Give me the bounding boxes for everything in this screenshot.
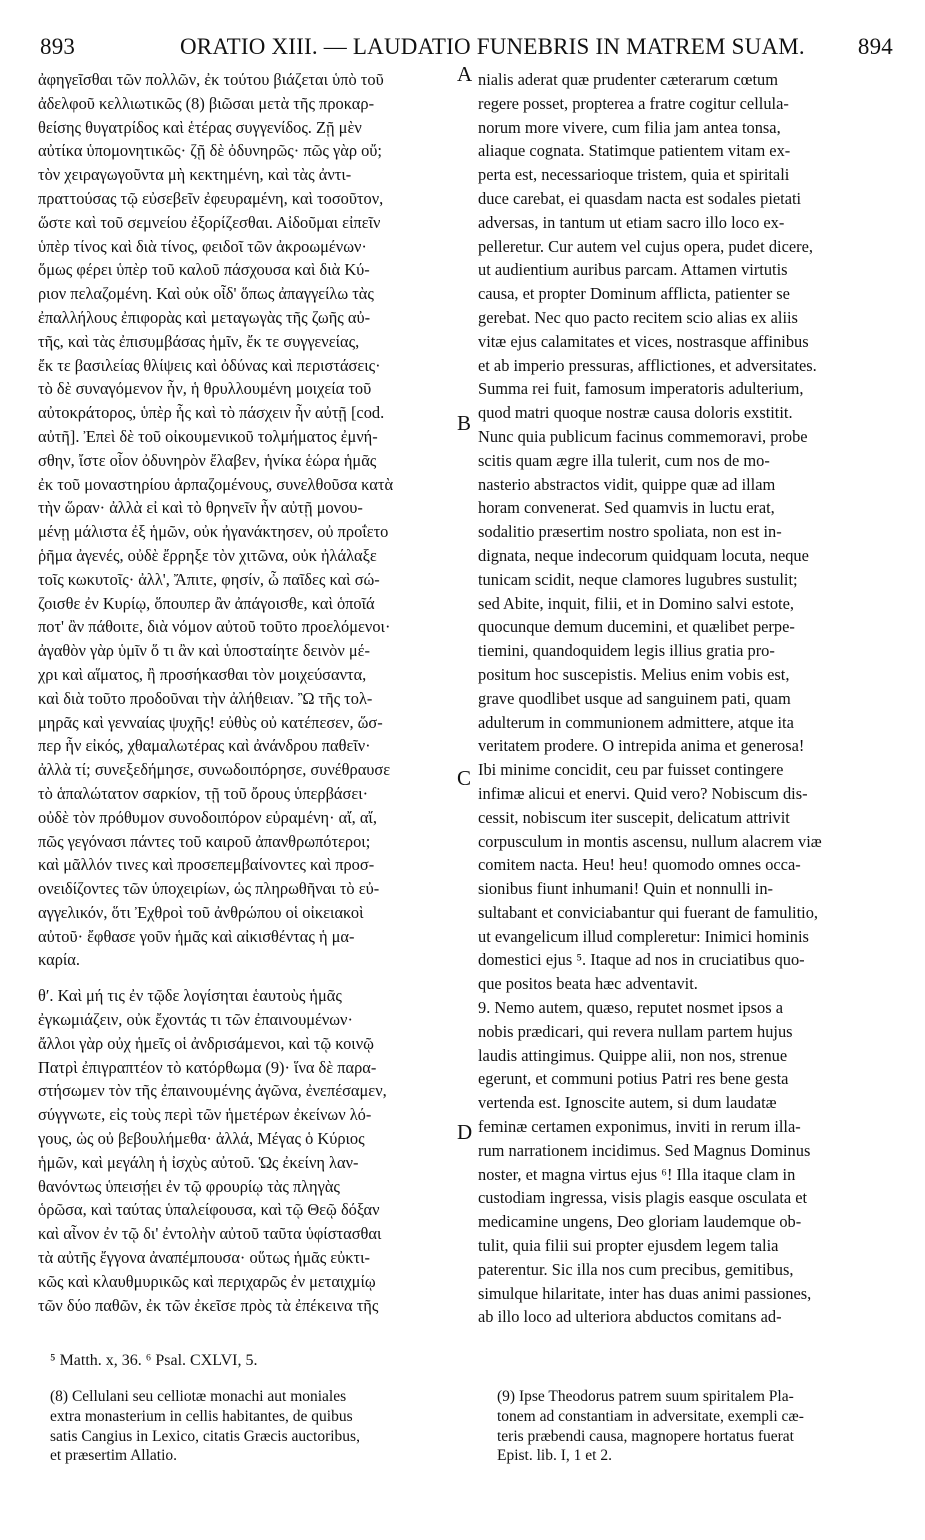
greek-text-line: ὅμως φέρει ὑπὲρ τοῦ καλοῦ πάσχουσα καὶ διὰ Κύ- — [38, 260, 370, 280]
greek-text-line: ὁρῶσα, καὶ ταύτας ὑπαλείφουσα, καὶ τῷ Θεῷ δόξαν — [38, 1200, 380, 1220]
latin-text-line: quod matri quoque nostræ causa doloris exstitit. — [478, 403, 793, 423]
footnote-line: extra monasterium in cellis habitantes, de quibus — [50, 1407, 353, 1425]
footnote-line: et præsertim Allatio. — [50, 1447, 177, 1465]
latin-text-line: paterentur. Sic illa nos cum precibus, gemitibus, — [478, 1259, 794, 1279]
latin-text-line: Summa rei fuit, famosum imperatoris adulterium, — [478, 379, 804, 399]
greek-text-line: πραττούσας τῷ εὐσεβεῖν ἐφευραμένη, καὶ τοσοῦτον, — [38, 188, 384, 208]
greek-text-line: σθην, ἴστε οἷον ὀδυνηρὸν ἔλαβεν, ἡνίκα ἑώρα ἡμᾶς — [38, 450, 377, 470]
greek-text-line: αὐτοκράτορος, ὑπὲρ ἧς καὶ τὸ πάσχειν ἦν αὐτῇ [cod. — [38, 403, 385, 423]
latin-text-line: regere posset, propterea a fratre cogitur cellula- — [478, 93, 789, 113]
biblical-footnotes: ⁵ Matth. x, 36. ⁶ Psal. CXLVI, 5. — [50, 1352, 258, 1369]
greek-text-line: ἀλλὰ τί; συνεξεδήμησε, συνωδοιπόρησε, συνέθραυσε — [38, 760, 391, 780]
latin-text-line: medicamine ungens, Deo gloriam laudemque ob- — [478, 1212, 802, 1232]
footnote-8 — [50, 1387, 460, 1466]
greek-text-line: ζοισθε ἐν Κυρίῳ, ὅπουπερ ἂν ἀπάγοισθε, καὶ ὁποῖά — [38, 593, 375, 613]
latin-column — [478, 68, 890, 1329]
greek-text-line: ριον πελαζομένη. Καὶ οὐκ οἶδ' ὅπως ἀπαγγείλω τὰς — [38, 284, 374, 304]
greek-text-line: θʹ. Καὶ μή τις ἐν τῷδε λογίσηται ἑαυτοὺς ἡμᾶς — [38, 986, 342, 1006]
latin-text-line: grave quodlibet usque ad sanguinem pati, quam — [478, 688, 791, 708]
latin-text-line: pelleretur. Cur autem vel cujus opera, pudet dicere, — [478, 236, 813, 256]
greek-text-line: ἀγαθὸν γὰρ ὑμῖν ὅ τι ἂν καὶ ὑποσταίητε δεινὸν μέ- — [38, 641, 370, 661]
greek-text-line: τὰ αὐτῆς ἔγγονα ἀναπέμπουσα· οὕτως ἡμᾶς εὐκτι- — [38, 1248, 370, 1268]
greek-text-line: τὸν χειραγωγοῦντα μὴ κεκτημένη, καὶ τὰς ἀντι- — [38, 165, 352, 185]
latin-text-line: nasterio abstractos vidit, quippe quæ ad illam — [478, 474, 776, 494]
latin-text-line: tunicam scidit, neque clamores lugubres sustulit; — [478, 569, 798, 589]
greek-text-line: ἀφηγεῖσθαι τῶν πολλῶν, ἐκ τούτου βιάζεται ὑπὸ τοῦ — [38, 70, 384, 89]
latin-text-line: ut evangelicum illud compleretur: Inimici hominis — [478, 926, 809, 946]
greek-text-line: αὐτίκα ὑπομονητικῶς· ζῇ δὲ ὀδυνηρῶς· πῶς γὰρ οὔ; — [38, 141, 382, 161]
latin-text-line: veritatem prodere. O intrepida anima et generosa! — [478, 736, 805, 756]
latin-text-line: aliaque cognata. Statimque patientem vitam ex- — [478, 141, 791, 161]
greek-text-line: ονειδίζοντες τῶν ὑποχειρίων, ὡς πληρωθῆναι τὸ εὐ- — [38, 879, 380, 899]
greek-text-line: χρι καὶ αἵματος, ἢ προσήκασθαι τὸν μοιχεύσαντα, — [38, 664, 367, 684]
greek-text-line: τῶν δύο παθῶν, ἐκ τῶν ἐκεῖσε πρὸς τὰ ἐπέκεινα τῆς — [38, 1295, 379, 1315]
greek-text-line: τῆς, καὶ τὰς ἐπισυμβάσας ἡμῖν, ἔκ τε συγγενείας, — [38, 331, 360, 351]
margin-letter-d: D — [457, 1120, 473, 1144]
greek-text-line: θείσης θυγατρίδος καὶ ἑτέρας συγγενίδος. Ζῇ μὲν — [38, 117, 362, 137]
latin-text-line: comitem nacta. Heu! heu! quomodo omnes occa- — [478, 855, 801, 875]
margin-letter-a: A — [457, 62, 473, 86]
latin-text-line: sed Abite, inquit, filii, et in Domino salvi estote, — [478, 593, 794, 613]
latin-text-line: sultabant et conviciabantur qui fuerant de famulitio, — [478, 902, 818, 922]
margin-letter-c: C — [457, 766, 472, 790]
latin-text-line: simulque hilaritate, inter has duas animi passiones, — [478, 1283, 812, 1303]
latin-text-line: positum hoc suscepistis. Melius enim vobis est, — [478, 664, 790, 684]
greek-text-line: γους, ὡς οὐ βεβουλήμεθα· ἀλλά, Μέγας ὁ Κύριος — [38, 1129, 365, 1149]
footnote-line: (8) Cellulani seu celliotæ monachi aut moniales — [50, 1388, 347, 1405]
latin-text-line: causa, et propter Dominum afflicta, patienter se — [478, 284, 790, 304]
latin-text-line: nobis prædicari, qui revera nullam partem hujus — [478, 1021, 793, 1041]
latin-text-line: tulit, quia filii sui propter ejusdem legem talia — [478, 1236, 779, 1256]
latin-text-line: scitis quam ægre illa tulerit, cum nos de mo- — [478, 450, 770, 470]
latin-text-line: custodiam ingressa, visis plagis easque osculata et — [478, 1188, 808, 1208]
latin-text-line: laudis attingimus. Quippe alii, non nos, strenue — [478, 1045, 788, 1065]
greek-text-line: ὥστε καὶ τοῦ σεμνείου ἐξορίζεσθαι. Αἰδοῦμαι εἰπεῖν — [38, 212, 381, 232]
greek-text-line — [38, 972, 453, 984]
latin-text-line: adulterum in communionem admittere, atque ita — [478, 712, 794, 732]
latin-text-line: feminæ certamen exponimus, inviti in rerum illa- — [478, 1117, 801, 1137]
footnote-line: Epist. lib. I, 1 et 2. — [497, 1447, 612, 1465]
latin-text-line: et ab imperio pressuras, afflictiones, et adversitates. — [478, 355, 817, 375]
greek-text-line: καὶ διὰ τοῦτο προδοῦναι τὴν ἀλήθειαν. Ὢ τῆς τολ- — [38, 688, 373, 708]
latin-text-line: dignata, neque indecorum quidquam locuta, neque — [478, 545, 809, 565]
latin-text-line: Nunc quia publicum facinus commemoravi, probe — [478, 426, 808, 446]
greek-text-line: τὸ δὲ συναγόμενον ἦν, ἡ θρυλλουμένη μοιχεία τοῦ — [38, 379, 372, 399]
margin-letter-b: B — [457, 411, 472, 435]
greek-text-line: ἡμῶν, καὶ μεγάλη ἡ ἰσχὺς αὐτοῦ. Ὡς ἐκείνη λαν- — [38, 1152, 359, 1172]
page-number-right: 894 — [857, 34, 893, 59]
latin-text-line: domestici ejus ⁵. Itaque ad nos in cruciatibus quo- — [478, 950, 805, 970]
latin-text-line: Ibi minime concidit, ceu par fuisset contingere — [478, 760, 784, 780]
greek-text-line: σύγγνωτε, εἰς τοὺς περὶ τῶν ἡμετέρων ἐκείνων λό- — [38, 1105, 372, 1125]
latin-text-line: sodalitio præsertim nostro spoliata, non est in- — [478, 522, 782, 542]
greek-text-line: αὐτοῦ· ἔφθασε γοῦν ἡμᾶς καὶ αἰκισθέντας ἡ μα- — [38, 926, 355, 946]
greek-text-line: μηρᾶς καὶ γενναίας ψυχῆς! εὐθὺς οὐ κατέπεσεν, ὥσ- — [38, 712, 383, 732]
greek-text-line: Πατρὶ ἐπιγραπτέον τὸ κατόρθωμα (9)· ἵνα δὲ παρα- — [38, 1057, 377, 1077]
greek-text-line: στήσωμεν τὸν τῆς ἐπαινουμένης ἀγῶνα, ἐνεπέσαμεν, — [38, 1081, 387, 1101]
latin-text-line: egerunt, et communi potius Patri res bene gesta — [478, 1069, 789, 1089]
greek-text-line: θανόντως ὑπεισῄει ἐν τῷ φρουρίῳ τὰς πληγὰς — [38, 1176, 340, 1196]
greek-text-line: αὐτῆ]. Ἐπεὶ δὲ τοῦ οἰκουμενικοῦ τολμήματος ἐμνή- — [38, 426, 378, 446]
latin-text-line: ab illo loco ad ulteriora abductos comitans ad- — [478, 1307, 782, 1327]
greek-text-line: τοῖς κωκυτοῖς· ἀλλ', Ἄπιτε, φησίν, ὦ παῖδες καὶ σώ- — [38, 569, 380, 589]
latin-text-line: sionibus fiunt inhumani! Quin et nonnulli in- — [478, 879, 774, 899]
latin-text-line: infimæ alicui et enervi. Quid vero? Nobiscum dis- — [478, 783, 808, 803]
greek-text-line: ἐκ τοῦ μοναστηρίου ἁρπαζομένους, συνελθοῦσα κατὰ — [38, 474, 394, 494]
latin-text-line: adversas, in tantum ut etiam sacro illo loco ex- — [478, 212, 785, 232]
latin-text-line: norum more vivere, cum filia jam antea tonsa, — [478, 117, 781, 137]
greek-text-line: κῶς καὶ κλαυθμυρικῶς καὶ περιχαρῶς ἐν μεταιχμίῳ — [38, 1271, 376, 1291]
latin-text-line: gerebat. Nec quo pacto recitem scio alias ex aliis — [478, 307, 798, 327]
greek-text-line: ἐγκωμιάζειν, οὐκ ἔχοντάς τι τῶν ἐπαινουμένων· — [38, 1010, 353, 1030]
footnote-line: tonem ad constantiam in adversitate, exempli cæ- — [497, 1407, 804, 1425]
running-title: ORATIO XIII. — LAUDATIO FUNEBRIS IN MATREM SUAM. — [180, 34, 805, 59]
footnote-9 — [497, 1387, 891, 1466]
latin-text-line: noster, et magna virtus ejus ⁶! Illa itaque clam in — [478, 1164, 796, 1184]
running-header — [40, 34, 893, 64]
latin-text-line: quocunque demum ducemini, et quælibet perpe- — [478, 617, 795, 637]
greek-text-line: ποτ' ἂν πάθοιτε, διὰ νόμον αὐτοῦ τοῦτο προελόμενοι· — [38, 617, 391, 637]
latin-text-line: ut audientium auribus parcam. Attamen virtutis — [478, 260, 788, 280]
greek-text-line: ὑπὲρ τίνος καὶ διὰ τίνος, φειδοῖ τῶν ἀκροωμένων· — [38, 236, 367, 256]
latin-text-line: horam convenerat. Sed quamvis in luctu erat, — [478, 498, 775, 518]
greek-text-line: μένῃ μάλιστα ἐξ ἡμῶν, οὐκ ἠγανάκτησεν, οὐ προΐετο — [38, 522, 389, 542]
latin-text-line: cessit, nobiscum iter suscepit, delicatum attrivit — [478, 807, 790, 827]
greek-text-line: καὶ αἶνον ἐν τῷ δι' ἐντολὴν αὐτοῦ ταῦτα ὑφίστασθαι — [38, 1224, 382, 1244]
greek-text-line: τὸ ἁπαλώτατον σαρκίον, τῇ τοῦ ὄρους ὑπερβάσει· — [38, 783, 369, 803]
greek-text-line: ἄλλοι γὰρ οὐχ ἡμεῖς οἱ ἀνδρισάμενοι, καὶ τῷ κοινῷ — [38, 1033, 374, 1053]
latin-text-line: duce carebat, ei quasdam nacta est sodales pietati — [478, 188, 802, 208]
latin-text-line: corpusculum in montis ascensu, nullum alacrem viæ — [478, 831, 822, 851]
greek-text-line: οὐδὲ τὸν πρόθυμον συνοδοιπόρον εὑραμένη· αἴ, αἴ, — [38, 807, 377, 827]
footnote-line: teris præbendi causa, magnopere hortatus fuerat — [497, 1427, 794, 1445]
latin-text-line: vertenda est. Ignoscite autem, si dum laudatæ — [478, 1093, 777, 1113]
greek-text-line: ῥῆμα ἀγενές, οὐδὲ ἔρρηξε τὸν χιτῶνα, οὐκ ἠλάλαξε — [38, 545, 377, 565]
latin-text-line: vitæ ejus calamitates et vices, nostrasque affinibus — [478, 331, 809, 351]
greek-text-line: ἔκ τε βασιλείας θλίψεις καὶ ὀδύνας καὶ περιστάσεις· — [38, 355, 381, 375]
greek-text-line: ἐπαλλήλους ἐπιφορὰς καὶ μεταγωγὰς τῆς ζωῆς αὐ- — [38, 307, 371, 327]
greek-text-line: τὴν ὥραν· ἀλλὰ εἰ καὶ τὸ θρηνεῖν ἦν αὐτῇ μονου- — [38, 498, 363, 518]
latin-text-line: que positos beata hæc adventavit. — [478, 974, 698, 994]
greek-column — [38, 68, 453, 1317]
greek-text-line: περ ἦν εἰκός, χθαμαλωτέρας καὶ ἀνάνδρου παθεῖν· — [38, 736, 371, 756]
latin-text-line: 9. Nemo autem, quæso, reputet nosmet ipsos a — [478, 998, 784, 1018]
latin-text-line: nialis aderat quæ prudenter cæterarum cœtum — [478, 70, 778, 89]
greek-text-line: καὶ μᾶλλόν τινες καὶ προσεπεμβαίνοντες καὶ προσ- — [38, 855, 375, 875]
footnote-line: satis Cangius in Lexico, citatis Græcis auctoribus, — [50, 1427, 360, 1445]
latin-text-line: perta est, necessarioque tristem, quia et spiritali — [478, 165, 790, 185]
latin-text-line: tiemini, quandoquidem legis illius gratia pro- — [478, 641, 775, 661]
greek-text-line: ἀδελφοῦ κελλιωτικῶς (8) βιῶσαι μετὰ τῆς προκαρ- — [38, 93, 375, 113]
greek-text-line: αγγελικόν, ὅτι Ἐχθροὶ τοῦ ἀνθρώπου οἱ οἰκειακοὶ — [38, 902, 364, 922]
greek-text-line: καρία. — [38, 950, 80, 970]
greek-text-line: πῶς γεγόνασι πάντες τοῦ καιροῦ ἀπανθρωπότεροι; — [38, 831, 371, 851]
footnote-line: (9) Ipse Theodorus patrem suum spiritalem Pla- — [497, 1388, 794, 1405]
page-number-left: 893 — [40, 34, 76, 59]
latin-text-line: rum narrationem incidimus. Sed Magnus Dominus — [478, 1140, 811, 1160]
